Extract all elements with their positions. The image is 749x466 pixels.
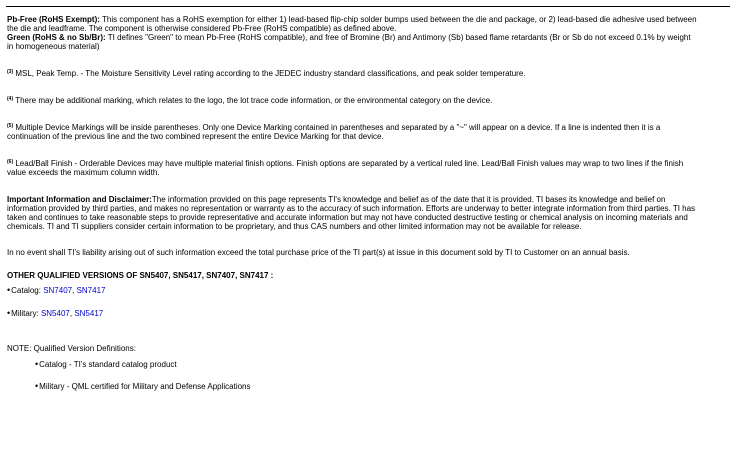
liability-paragraph: In no event shall TI's liability arising out of such information exceed the total purchase price of the TI part(s) at issue in this document sold by TI to Customer on an annual basis. xyxy=(7,248,630,257)
disclaimer-paragraph xyxy=(7,195,699,231)
link-sn7407[interactable]: SN7407 xyxy=(43,286,73,295)
green-label: Green (RoHS & no Sb/Br): xyxy=(7,33,106,42)
note-5 xyxy=(7,123,699,141)
note-3 xyxy=(7,69,699,78)
military-versions: •Military: SN5407, SN5417 xyxy=(7,308,104,318)
pb-free-text: This component has a RoHS exemption for either 1) lead-based flip-chip solder bumps used between the die and package, or 2) lead-based die adhesive used between the die and leadframe. The component is otherwise considered Pb-Free (RoHS compatible) as defined above. xyxy=(7,15,697,33)
note-heading: NOTE: Qualified Version Definitions: xyxy=(7,344,136,353)
note-item-catalog: •Catalog - TI's standard catalog product xyxy=(35,359,177,369)
bullet-icon: • xyxy=(35,359,39,369)
note-6-text: Lead/Ball Finish - Orderable Devices may have multiple material finish options. Finish options are separated by a vertical ruled line. Lead/Ball Finish values may wrap to two lines if the finish value exceeds the maximum column width. xyxy=(7,159,684,177)
note-4-text: There may be additional marking, which relates to the logo, the lot trace code information, or the environmental category on the device. xyxy=(13,96,493,105)
link-sn5417[interactable]: SN5417 xyxy=(74,309,104,318)
disclaimer-text: The information provided on this page represents TI's knowledge and belief as of the date that it is provided. TI bases its knowledge and belief on information provided by third parties, and makes no representation or warranty as to the accuracy of such information. Efforts are underway to better integrate information from third parties. TI has taken and continues to take reasonable steps to provide representative and accurate information but may not have conducted destructive testing or chemical analysis on incoming materials and chemicals. TI and TI suppliers consider certain information to be proprietary, and thus CAS numbers and other limited information may not be available for release. xyxy=(7,195,696,231)
link-sn5407[interactable]: SN5407 xyxy=(40,309,70,318)
bullet-icon: • xyxy=(35,381,39,391)
note-6 xyxy=(7,159,699,177)
military-label: Military: xyxy=(11,309,41,318)
note-3-text: MSL, Peak Temp. - The Moisture Sensitivity Level rating according to the JEDEC industry standard classifications, and peak solder temperature. xyxy=(13,69,526,78)
pb-free-label: Pb-Free (RoHS Exempt): xyxy=(7,15,100,24)
top-rule xyxy=(6,6,730,7)
note-3-number: (3) xyxy=(7,69,14,75)
pb-free-paragraph xyxy=(7,15,699,51)
note-4 xyxy=(7,96,699,105)
note-item-military: •Military - QML certified for Military and Defense Applications xyxy=(35,381,251,391)
note-5-text: Multiple Device Markings will be inside parentheses. Only one Device Marking contained in parentheses and separated by a "~" will appear on a device. If a line is indented then it is a continuation of the previous line and the two combined represent the entire Device Marking for that device. xyxy=(7,123,661,141)
bullet-icon: • xyxy=(7,285,11,295)
other-versions-heading: OTHER QUALIFIED VERSIONS OF SN5407, SN5417, SN7407, SN7417 : xyxy=(7,271,274,280)
bullet-icon: • xyxy=(7,308,11,318)
green-text: TI defines "Green" to mean Pb-Free (RoHS compatible), and free of Bromine (Br) and Antimony (Sb) based flame retardants (Br or Sb do not exceed 0.1% by weight in homogeneous material) xyxy=(7,33,691,51)
note-4-number: (4) xyxy=(7,96,14,102)
disclaimer-label: Important Information and Disclaimer: xyxy=(7,195,152,204)
catalog-versions: •Catalog: SN7407, SN7417 xyxy=(7,285,106,295)
link-sn7417[interactable]: SN7417 xyxy=(76,286,106,295)
note-6-number: (6) xyxy=(7,159,14,165)
note-5-number: (5) xyxy=(7,123,14,129)
catalog-label: Catalog: xyxy=(11,286,44,295)
